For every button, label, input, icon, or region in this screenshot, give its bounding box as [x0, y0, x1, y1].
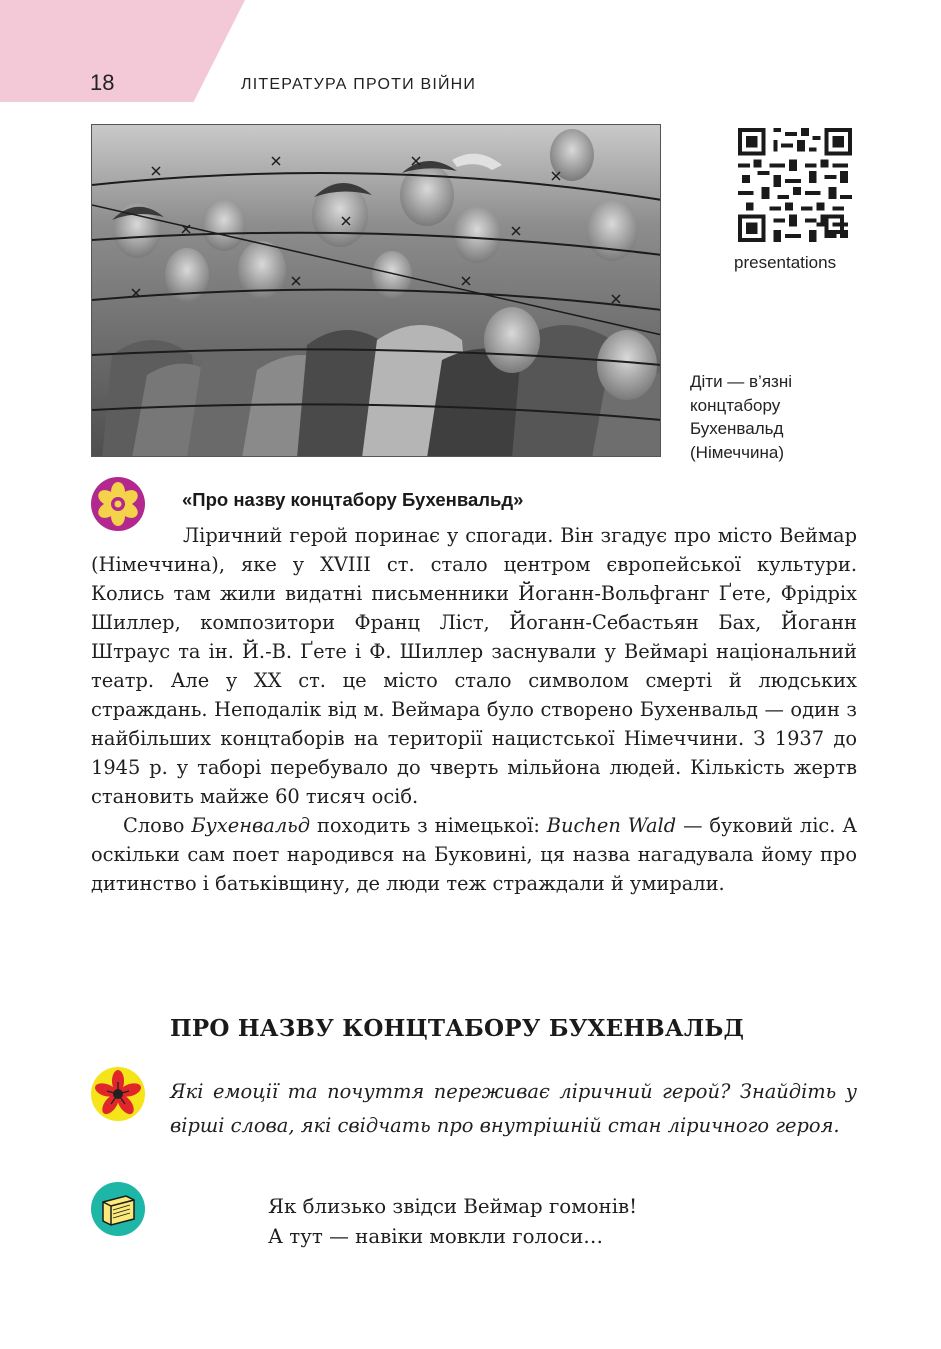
page-corner-decoration: [0, 0, 245, 102]
photo-caption-line: Бухенвальд: [690, 419, 784, 438]
photo-caption-line: Діти — в’язні: [690, 372, 792, 391]
page-number: 18: [90, 70, 115, 95]
qr-caption: presentations: [734, 253, 837, 272]
section-heading: «Про назву концтабору Бухенвальд»: [182, 489, 524, 510]
question-text: Які емоції та почуття переживає ліричний герой? Знайдіть у вірші слова, які свідчать про внутрішній стан ліричного героя.: [170, 1080, 857, 1137]
running-title: ЛІТЕРАТУРА ПРОТИ ВІЙНИ: [241, 76, 477, 93]
poem-lines: [268, 1192, 637, 1252]
term-emphasis: Бухенвальд: [191, 814, 311, 837]
photo-caption: [690, 370, 840, 464]
poem-line: Як близько звідси Веймар гомонів!: [268, 1195, 638, 1218]
poem-line: А тут — навіки мовкли голоси…: [268, 1225, 604, 1248]
paragraph: Ліричний герой поринає у спогади. Він згадує про місто Веймар (Німеччина), яке у XVIII ст. стало центром європейської культури. Колись там жили видатні письменники Йоганн-Вольфганг Ґете, Фрідріх Шиллер, композитори Франц Ліст, Йоганн-Себастьян Бах, Йоганн Штраус та ін. Й.-В. Ґете і Ф. Шиллер заснували у Веймарі національний театр. Але у XX ст. це місто стало символом смерті й людських страждань. Неподалік від м. Веймара було створено Бухенвальд — один з найбільших концтаборів на території нацистської Німеччини. З 1937 до 1945 р. у таборі перебувало до чверть мільйона людей. Кількість жертв становить майже 60 тисяч осіб.: [91, 524, 857, 808]
book-icon: [90, 1181, 146, 1237]
photo-caption-line: (Німеччина): [690, 442, 785, 462]
term-emphasis: Buchen Wald: [546, 814, 677, 837]
qr-code-icon[interactable]: [738, 128, 852, 242]
children-photo: [91, 124, 661, 457]
poem-title: ПРО НАЗВУ КОНЦТАБОРУ БУХЕНВАЛЬД: [170, 1015, 745, 1042]
photo-illustration: [92, 125, 661, 457]
body-text: [91, 521, 857, 898]
photo-caption-line: концтабору: [690, 395, 781, 415]
red-flower-icon: [90, 1066, 146, 1122]
paragraph: Слово Бухенвальд походить з німецької: Buchen Wald — буковий ліс. А оскільки сам поет народився на Буковині, ця назва нагадувала йому про дитинство і батьківщину, де люди теж страждали й умирали.: [91, 814, 857, 895]
